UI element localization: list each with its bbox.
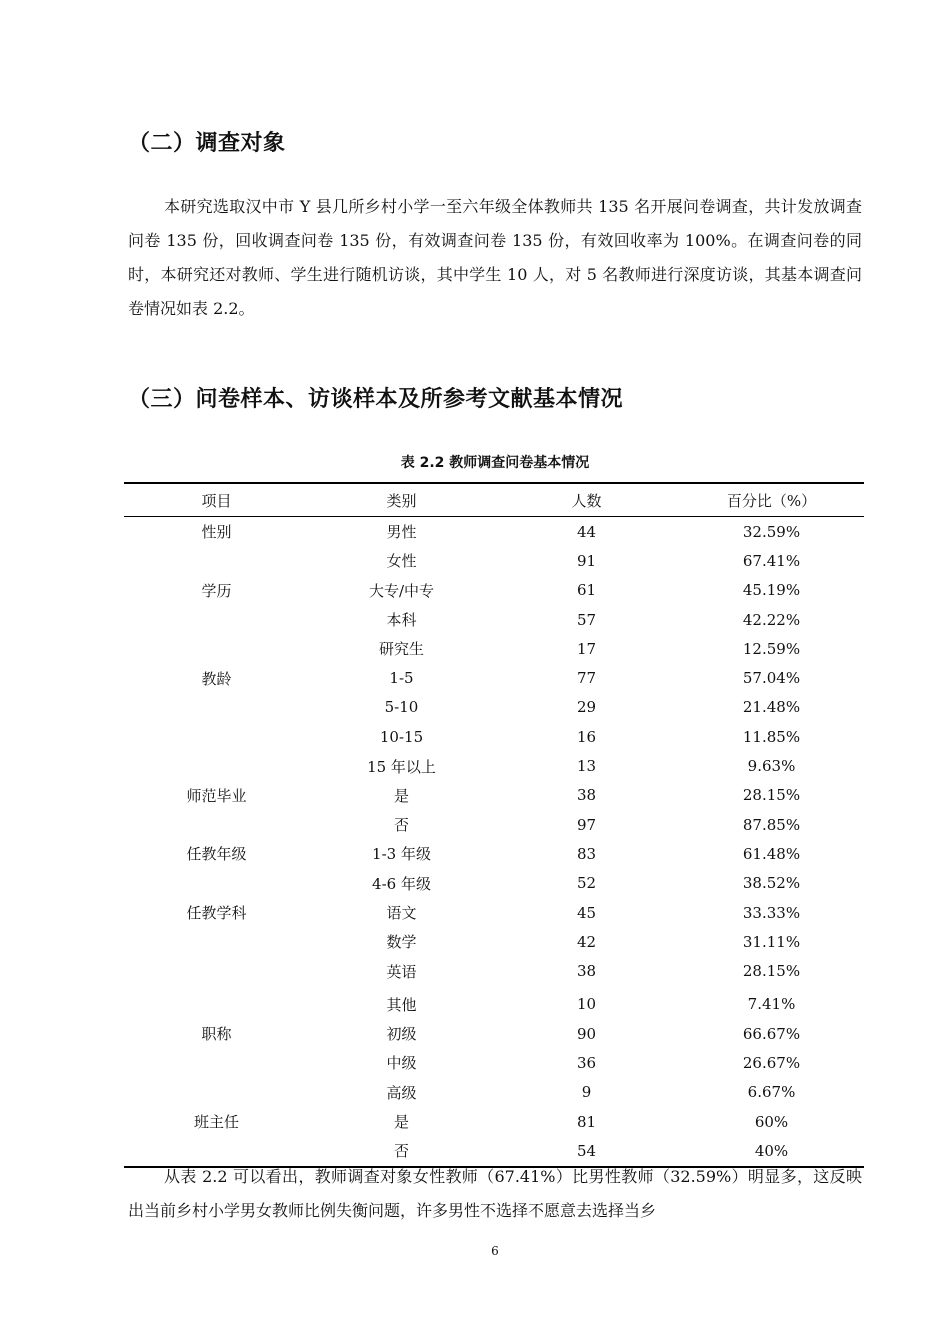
cell-category: 15 年以上	[367, 757, 436, 776]
table-row	[124, 986, 864, 1019]
cell-percent: 42.22%	[742, 610, 801, 629]
table-row	[124, 1048, 864, 1077]
cell-category: 否	[309, 1136, 494, 1166]
header-percent: 百分比（%）	[679, 483, 864, 517]
cell-item: 职称	[201, 1025, 232, 1044]
cell-item: 任教年级	[186, 845, 247, 864]
cell-count: 57	[576, 610, 597, 629]
analysis-paragraph: 从表 2.2 可以看出，教师调查对象女性教师（67.41%）比男性教师（32.59%）明显多，这反映出当前乡村小学男女教师比例失衡问题，许多男性不选择不愿意去选择当乡	[128, 1167, 862, 1220]
cell-count: 90	[576, 1024, 597, 1043]
cell-count: 16	[576, 727, 597, 746]
cell-category: 男性	[386, 523, 417, 542]
cell-category: 是	[393, 786, 409, 805]
cell-item	[124, 1078, 309, 1107]
cell-count: 10	[576, 995, 597, 1014]
table-row	[124, 898, 864, 927]
table-header-row	[124, 483, 864, 517]
cell-category: 5-10	[384, 698, 419, 717]
cell-count: 36	[576, 1053, 597, 1072]
cell-count: 17	[576, 639, 597, 658]
cell-percent: 12.59%	[742, 639, 801, 658]
cell-count: 38	[576, 962, 597, 981]
cell-category: 1-5	[389, 669, 414, 688]
cell-count: 77	[576, 669, 597, 688]
cell-count: 81	[576, 1112, 597, 1131]
cell-percent: 28.15%	[742, 962, 801, 981]
cell-item	[124, 869, 309, 898]
cell-item	[124, 927, 309, 956]
table-row	[124, 927, 864, 956]
header-category: 类别	[309, 483, 494, 517]
cell-item: 性别	[201, 523, 232, 542]
cell-item: 师范毕业	[186, 786, 247, 805]
cell-category: 高级	[386, 1083, 417, 1102]
cell-item	[124, 605, 309, 634]
cell-count: 29	[576, 698, 597, 717]
cell-count: 54	[494, 1136, 679, 1166]
cell-count: 42	[576, 932, 597, 951]
cell-category: 大专/中专	[368, 581, 435, 600]
table-row	[124, 751, 864, 780]
header-count: 人数	[494, 483, 679, 517]
cell-category: 10-15	[379, 727, 424, 746]
cell-item	[124, 1048, 309, 1077]
cell-count: 38	[576, 786, 597, 805]
cell-item	[124, 546, 309, 575]
cell-percent: 11.85%	[742, 727, 801, 746]
cell-percent: 60%	[754, 1112, 789, 1131]
cell-category: 初级	[386, 1025, 417, 1044]
cell-item: 任教学科	[186, 904, 247, 922]
cell-percent: 6.67%	[747, 1083, 796, 1102]
cell-item	[124, 722, 309, 751]
cell-count: 97	[576, 815, 597, 834]
cell-percent: 45.19%	[742, 581, 801, 600]
cell-category: 语文	[386, 904, 417, 922]
cell-count: 83	[576, 844, 597, 863]
table-row	[124, 1019, 864, 1048]
cell-item	[124, 751, 309, 780]
cell-item	[124, 956, 309, 985]
cell-item: 班主任	[193, 1113, 239, 1132]
cell-percent: 40%	[679, 1136, 864, 1166]
cell-count: 91	[576, 551, 597, 570]
table-row	[124, 839, 864, 868]
header-item: 项目	[124, 483, 309, 517]
cell-count: 13	[576, 757, 597, 776]
table-row	[124, 1107, 864, 1136]
section-heading-samples: （三）问卷样本、访谈样本及所参考文献基本情况	[128, 387, 624, 412]
table-row	[124, 693, 864, 722]
cell-item: 学历	[201, 581, 232, 600]
table-row	[124, 956, 864, 985]
cell-percent: 21.48%	[742, 698, 801, 717]
cell-percent: 57.04%	[742, 669, 801, 688]
cell-count: 61	[576, 581, 597, 600]
table-row	[124, 1078, 864, 1107]
cell-count: 45	[576, 903, 597, 922]
table-body	[124, 517, 864, 1167]
table-row	[124, 517, 864, 547]
cell-item	[124, 634, 309, 663]
survey-subjects-paragraph: 本研究选取汉中市 Y 县几所乡村小学一至六年级全体教师共 135 名开展问卷调查，共计发放调查问卷 135 份，回收调查问卷 135 份，有效调查问卷 135 份，有效回收率为 100%。在调查问卷的同时，本研究还对教师、学生进行随机访谈，其中学生 10 人，对 5 名教师进行深度访谈，其基本调查问卷情况如表 2.2。	[128, 197, 862, 318]
table-row	[124, 546, 864, 575]
cell-category: 英语	[386, 962, 417, 981]
page-number: 6	[491, 1244, 499, 1258]
cell-percent: 38.52%	[742, 874, 801, 893]
cell-category: 4-6 年级	[372, 874, 431, 893]
cell-percent: 31.11%	[742, 932, 801, 951]
teacher-survey-table	[124, 482, 864, 1168]
cell-percent: 28.15%	[742, 786, 801, 805]
section-heading-survey-subjects: （二）调查对象	[128, 131, 286, 156]
table-row	[124, 810, 864, 839]
cell-percent: 61.48%	[742, 844, 801, 863]
cell-percent: 87.85%	[742, 815, 801, 834]
cell-category: 是	[393, 1113, 409, 1132]
table-row	[124, 634, 864, 663]
cell-item	[124, 693, 309, 722]
table-row	[124, 781, 864, 810]
cell-item	[124, 810, 309, 839]
cell-percent: 9.63%	[747, 757, 796, 776]
table-caption: 表 2.2 教师调查问卷基本情况	[400, 455, 590, 471]
table-row	[124, 576, 864, 605]
cell-percent: 32.59%	[742, 522, 801, 541]
cell-percent: 26.67%	[742, 1053, 801, 1072]
cell-category: 其他	[386, 995, 417, 1014]
cell-category: 否	[393, 816, 409, 835]
table-row	[124, 663, 864, 692]
cell-category: 中级	[386, 1054, 417, 1073]
cell-category: 数学	[386, 933, 417, 952]
cell-category: 本科	[386, 611, 417, 630]
cell-count: 44	[576, 522, 597, 541]
cell-percent: 66.67%	[742, 1024, 801, 1043]
table-row	[124, 605, 864, 634]
cell-item	[124, 986, 309, 1019]
cell-count: 9	[581, 1083, 592, 1102]
cell-percent: 7.41%	[747, 995, 796, 1014]
cell-item: 教龄	[201, 669, 232, 688]
cell-category: 研究生	[378, 640, 424, 659]
cell-category: 女性	[386, 552, 417, 571]
cell-percent: 67.41%	[742, 551, 801, 570]
cell-percent: 33.33%	[742, 903, 801, 922]
cell-category: 1-3 年级	[372, 845, 431, 864]
table-row	[124, 869, 864, 898]
cell-count: 52	[576, 874, 597, 893]
table-row	[124, 722, 864, 751]
